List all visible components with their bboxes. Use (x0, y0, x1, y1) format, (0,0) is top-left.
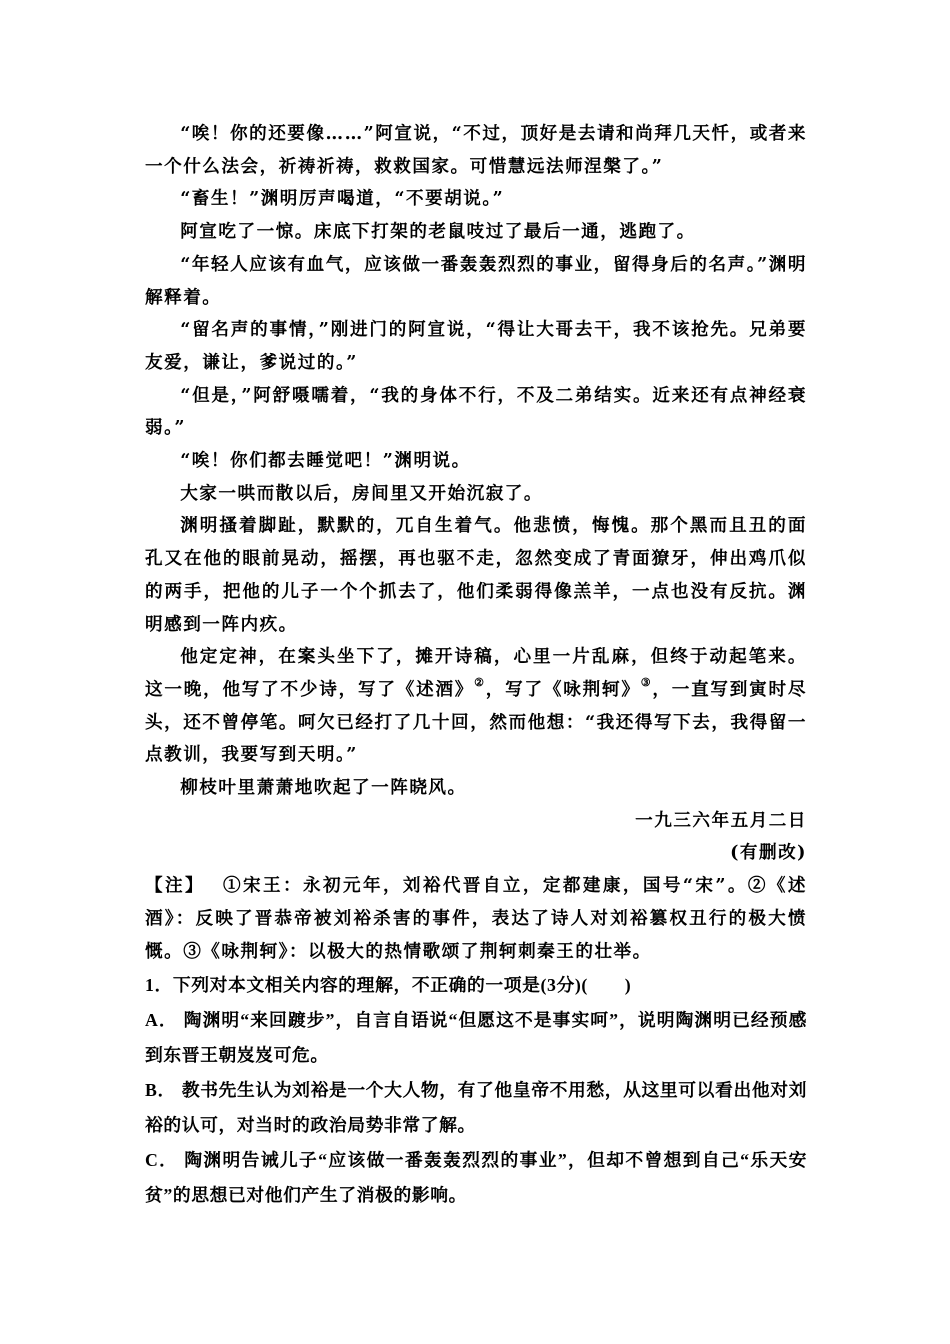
document-page (145, 118, 807, 1213)
option-b (145, 1073, 807, 1143)
footnote-text: ①宋王：永初元年，刘裕代晋自立，定都建康，国号“宋”。②《述酒》：反映了晋恭帝被刘裕杀害的事件，表达了诗人对刘裕篡权丑行的极大愤慨。③《咏荆轲》：以极大的热情歌颂了荆轲刺秦王的壮举。 (145, 875, 807, 962)
footnote-marker-3: ③ (640, 676, 653, 690)
story-date: 一九三六年五月二日 (635, 809, 807, 831)
option-text: 教书先生认为刘裕是一个大人物，有了他皇帝不用愁，从这里可以看出他对刘裕的认可，对当时的政治局势非常了解。 (145, 1080, 807, 1136)
option-letter: B． (145, 1080, 176, 1101)
paragraph-text: 他定定神，在案头坐下了，摊开诗稿，心里一片乱麻，但终于动起笔来。这一晚，他写了不少诗，写了《述酒》 (145, 646, 807, 700)
story-paragraph: “唉！你们都去睡觉吧！”渊明说。 (180, 450, 471, 472)
story-paragraph: “畜生！”渊明厉声喝道，“不要胡说。” (180, 188, 505, 210)
story-paragraph: “但是，”阿舒嗫嚅着，“我的身体不行，不及二弟结实。近来还有点神经衰弱。” (145, 384, 807, 439)
footnote-marker-2: ② (474, 676, 486, 690)
paragraph-text: ，一直写到寅时尽头，还不曾停笔。呵欠已经打了几十回，然而他想：“我还得写下去，我得留一点教训，我要写到天明。” (145, 678, 807, 766)
story-paragraph: 柳枝叶里萧萧地吹起了一阵晓风。 (180, 777, 467, 799)
story-text (145, 118, 807, 870)
story-paragraph: 阿宣吃了一惊。床底下打架的老鼠吱过了最后一通，逃跑了。 (180, 221, 696, 243)
option-letter: A． (145, 1010, 178, 1031)
story-paragraph: “留名声的事情，”刚进门的阿宣说，“得让大哥去干，我不该抢先。兄弟要友爱，谦让，爹说过的。” (145, 319, 807, 373)
question-block (145, 968, 807, 1213)
edited-mark: (有删改) (730, 842, 807, 864)
question-stem: 1．下列对本文相关内容的理解，不正确的一项是(3分)( ) (145, 975, 632, 996)
option-text: 陶渊明告诫儿子“应该做一番轰轰烈烈的事业”，但却不曾想到自己“乐天安贫”的思想已对他们产生了消极的影响。 (145, 1150, 807, 1206)
story-paragraph: “唉！你的还要像……”阿宣说，“不过，顶好是去请和尚拜几天忏，或者来一个什么法会，祈祷祈祷，救救国家。可惜慧远法师涅槃了。” (145, 123, 807, 177)
option-c (145, 1143, 807, 1213)
paragraph-text: ，写了《咏荆轲》 (485, 678, 641, 700)
option-a (145, 1003, 807, 1073)
story-paragraph-with-footnotes (145, 641, 807, 772)
story-paragraph: “年轻人应该有血气，应该做一番轰轰烈烈的事业，留得身后的名声。”渊明解释着。 (145, 253, 807, 308)
footnote-label: 【注】 (145, 875, 205, 897)
option-text: 陶渊明“来回踱步”，自言自语说“但愿这不是事实呵”，说明陶渊明已经预感到东晋王朝岌岌可危。 (145, 1010, 807, 1066)
option-letter: C． (145, 1150, 179, 1171)
story-paragraph: 大家一哄而散以后，房间里又开始沉寂了。 (180, 482, 543, 504)
footnote-block (145, 870, 807, 968)
story-paragraph: 渊明搔着脚趾，默默的，兀自生着气。他悲愤，悔愧。那个黑而且丑的面孔又在他的眼前晃动，摇摆，再也驱不走，忽然变成了青面獠牙，伸出鸡爪似的两手，把他的儿子一个个抓去了，他们柔弱得像羔羊，一点也没有反抗。渊明感到一阵内疚。 (145, 515, 807, 635)
